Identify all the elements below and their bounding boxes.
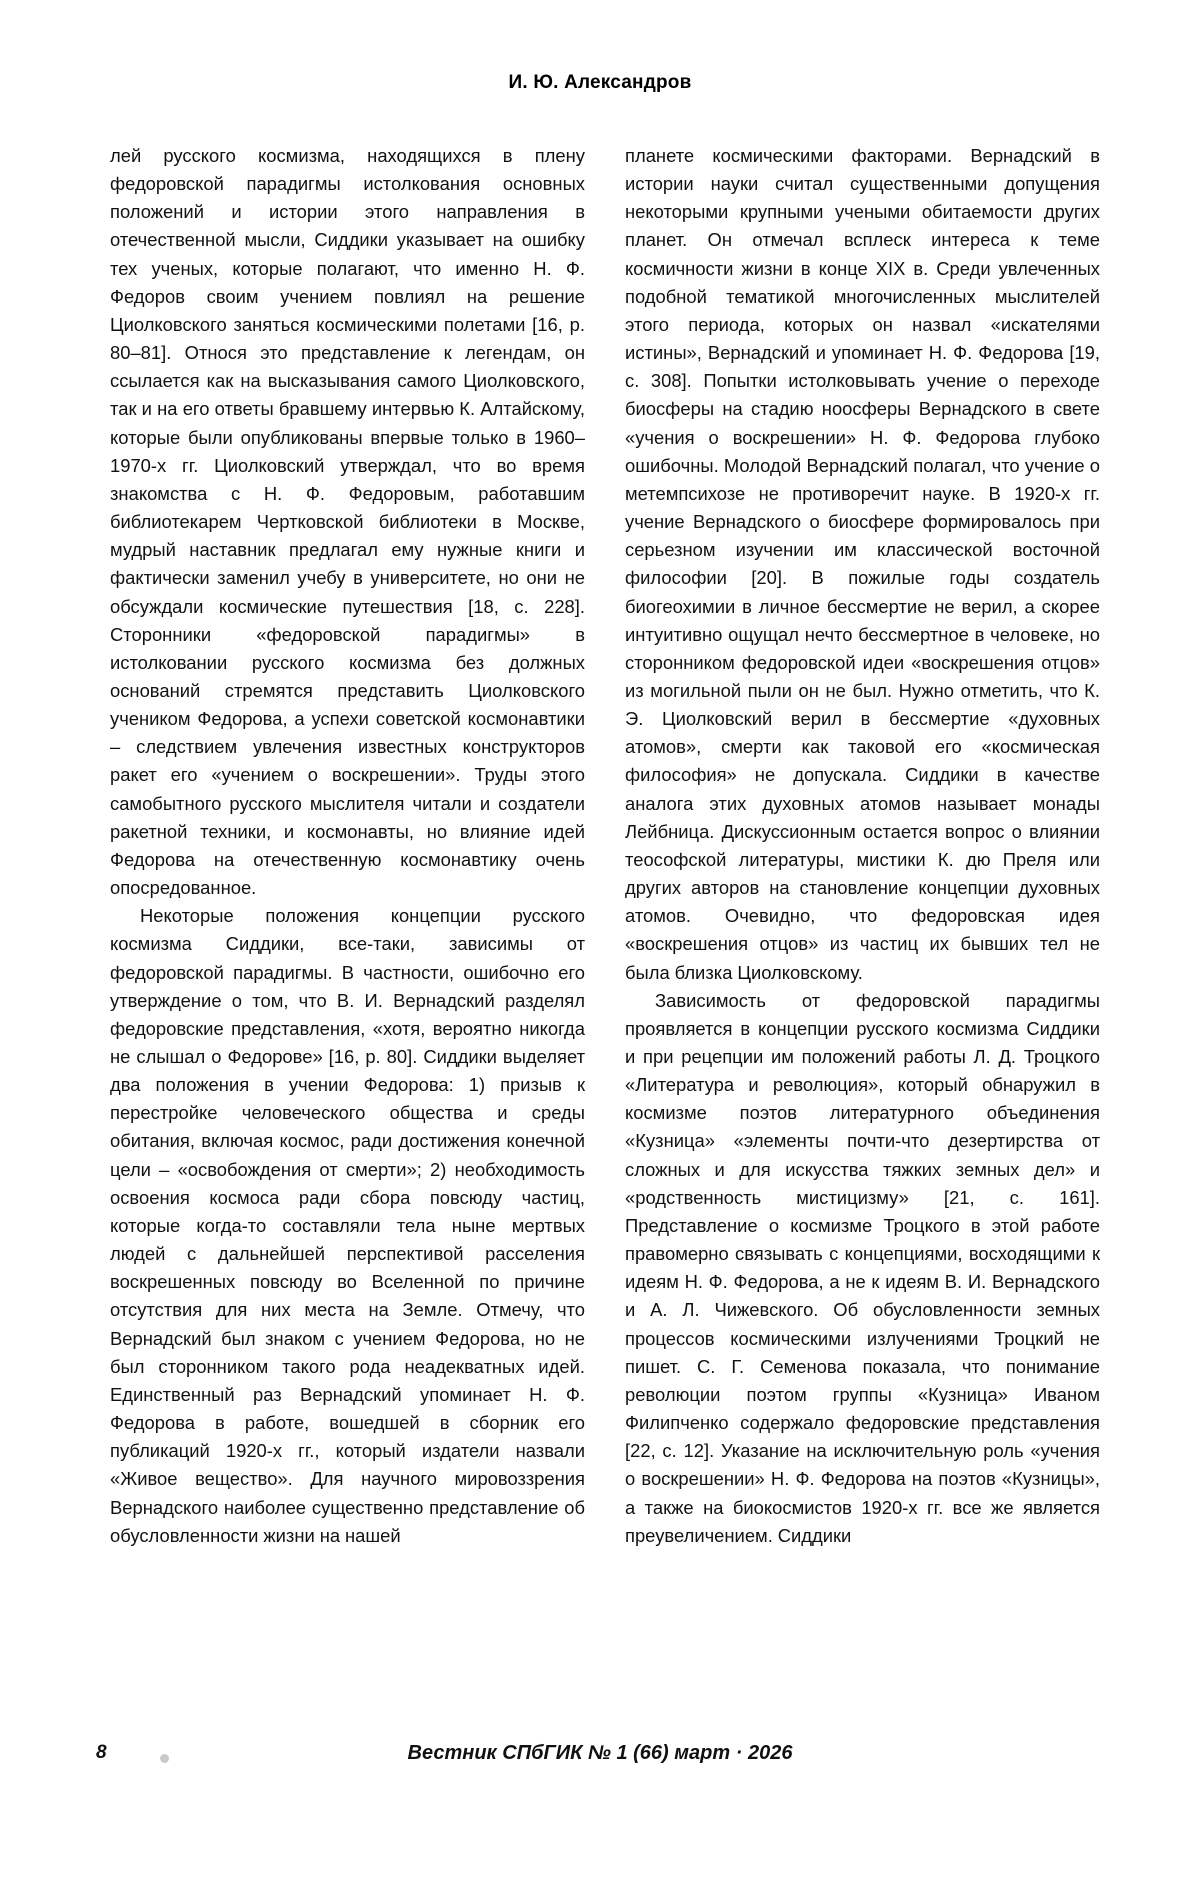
paragraph: лей русского космизма, находящихся в плену федоровской парадигмы истолкования основных положений и истории этого направления в отечественной мысли, Сиддики указывает на ошибку тех ученых, которые полагают, что именно Н. Ф. Федоров своим учением повлиял на решение Циолковского заняться космическими полетами [16, p. 80–81]. Относя это представление к легендам, он ссылается как на высказывания самого Циолковского, так и на его ответы бравшему интервью К. Алтайскому, которые были опубликованы впервые только в 1960–1970-х гг. Циолковский утверждал, что во время знакомства с Н. Ф. Федоровым, работавшим библиотекарем Чертковской библиотеки в Москве, мудрый наставник предлагал ему нужные книги и фактически заменил учебу в университете, но они не обсуждали космические путешествия [18, с. 228]. Сторонники «федоровской парадигмы» в истолковании русского космизма без должных оснований стремятся представить Циолковского учеником Федорова, а успехи советской космонавтики – следствием увлечения известных конструкторов ракет его «учением о воскрешении». Труды этого самобытного русского мыслителя читали и создатели ракетной техники, и космонавты, но влияние идей Федорова на отечественную космонавтику очень опосредованное. bbox=[110, 145, 585, 899]
paragraph: Зависимость от федоровской парадигмы проявляется в концепции русского космизма Сиддики и при рецепции им положений работы Л. Д. Троцкого «Литература и революция», который обнаружил в космизме поэтов литературного объединения «Кузница» «элементы почти-что дезертирства от сложных и для искусства тяжких земных дел» и «родственность мистицизму» [21, с. 161]. Представление о космизме Троцкого в этой работе правомерно связывать с концепциями, восходящими к идеям Н. Ф. Федорова, а не к идеям В. И. Вернадского и А. Л. Чижевского. Об обусловленности земных процессов космическими излучениями Троцкий не пишет. С. Г. Семенова показала, что понимание революции поэтом группы «Кузница» Иваном Филипченко содержало федоровские представления [22, с. 12]. Указание на исключительную роль «учения о воскрешении» Н. Ф. Федорова на поэтов «Кузницы», а также на биокосмистов 1920-х гг. все же является преувеличением. Сиддики bbox=[625, 989, 1100, 1546]
right-column bbox=[625, 142, 1100, 1550]
paragraph: планете космическими факторами. Вернадский в истории науки считал существенными допущения некоторыми крупными учеными обитаемости других планет. Он отмечал всплеск интереса к теме космичности жизни в конце XIX в. Среди увлеченных подобной тематикой многочисленных мыслителей этого периода, которых он назвал «искателями истины», Вернадский и упоминает Н. Ф. Федорова [19, с. 308]. Попытки истолковывать учение о переходе биосферы на стадию ноосферы Вернадского в свете «учения о воскрешении» Н. Ф. Федорова глубоко ошибочны. Молодой Вернадский полагал, что учение о метемпсихозе не противоречит науке. В 1920-х гг. учение Вернадского о биосфере формировалось при серьезном изучении им классической восточной философии [20]. В пожилые годы создатель биогеохимии в личное бессмертие не верил, а скорее интуитивно ощущал нечто бессмертное в человеке, но сторонником федоровской идеи «воскрешения отцов» из могильной пыли он не был. Нужно отметить, что К. Э. Циолковский верил в бессмертие «духовных атомов», смерти как таковой его «космическая философия» не допускала. Сиддики в качестве аналога этих духовных атомов называет монады Лейбница. Дискуссионным остается вопрос о влиянии теософской литературы, мистики К. дю Преля или других авторов на становление концепции духовных атомов. Очевидно, что федоровская идея «воскрешения отцов» из частиц их бывших тел не была близка Циолковскому. bbox=[625, 145, 1100, 983]
page-footer bbox=[0, 1742, 1200, 1782]
journal-title: Вестник СПбГИК № 1 (66) март · 2026 bbox=[407, 1742, 793, 1764]
page-number: 8 bbox=[96, 1742, 107, 1763]
left-column bbox=[110, 142, 585, 1550]
text-columns bbox=[110, 142, 1100, 1550]
running-head: И. Ю. Александров bbox=[508, 72, 692, 93]
paragraph: Некоторые положения концепции русского космизма Сиддики, все-таки, зависимы от федоровской парадигмы. В частности, ошибочно его утверждение о том, что В. И. Вернадский разделял федоровские представления, «хотя, вероятно никогда не слышал о Федорове» [16, p. 80]. Сиддики выделяет два положения в учении Федорова: 1) призыв к перестройке человеческого общества и среды обитания, включая космос, ради достижения конечной цели – «освобождения от смерти»; 2) необходимость освоения космоса ради сбора повсюду частиц, которые когда-то составляли тела ныне мертвых людей с дальнейшей перспективой расселения воскрешенных повсюду во Вселенной по причине отсутствия для них места на Земле. Отмечу, что Вернадский был знаком с учением Федорова, но не был сторонником такого рода неадекватных идей. Единственный раз Вернадский упоминает Н. Ф. Федорова в работе, вошедшей в сборник его публикаций 1920-х гг., который издатели назвали «Живое вещество». Для научного мировоззрения Вернадского наиболее существенно представление об обусловленности жизни на нашей bbox=[110, 905, 585, 1546]
